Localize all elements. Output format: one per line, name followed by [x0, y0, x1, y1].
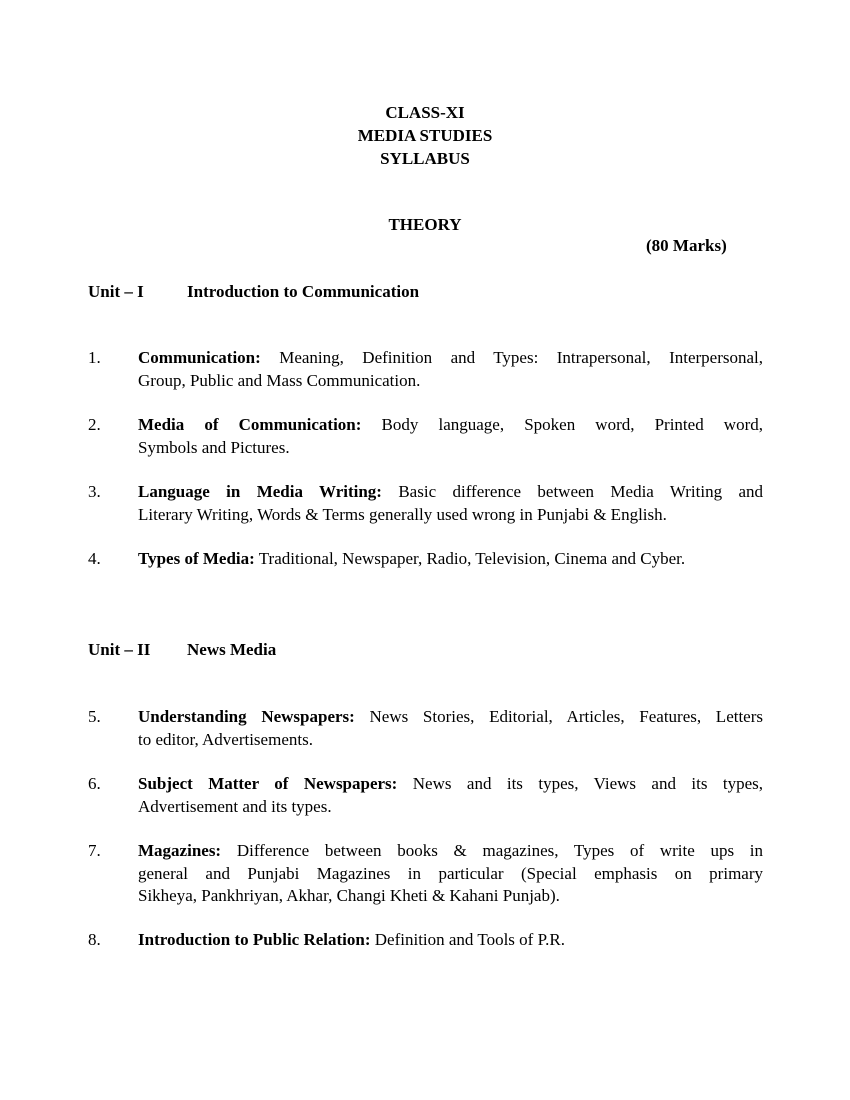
item-text [138, 548, 763, 571]
unit-number: Unit – I [88, 282, 144, 301]
item-line: Difference between books & magazines, Types of write ups in [236, 841, 764, 860]
item-line: News Stories, Editorial, Articles, Features, Letters [369, 707, 764, 726]
total-marks: (80 Marks) [646, 236, 727, 255]
item-number: 4. [88, 549, 101, 568]
item-term: Magazines: [138, 841, 222, 860]
syllabus-heading: SYLLABUS [380, 149, 470, 168]
item-number: 7. [88, 841, 101, 860]
item-number: 6. [88, 774, 101, 793]
item-term: Introduction to Public Relation: [138, 930, 371, 949]
class-heading: CLASS-XI [385, 103, 465, 122]
list-item [88, 773, 763, 818]
item-term: Media of Communication: [138, 415, 362, 434]
item-line: Advertisement and its types. [138, 796, 332, 816]
list-item [88, 706, 763, 751]
theory-heading: THEORY [388, 215, 462, 234]
list-item [88, 929, 763, 952]
item-number: 1. [88, 348, 101, 367]
item-text [138, 347, 763, 392]
item-text [138, 414, 763, 459]
item-line: Symbols and Pictures. [138, 437, 290, 457]
list-item [88, 414, 763, 459]
item-term: Understanding Newspapers: [138, 707, 355, 726]
item-term: Subject Matter of Newspapers: [138, 774, 398, 793]
unit-heading [88, 640, 276, 660]
item-line: Traditional, Newspaper, Radio, Television, Cinema and Cyber. [258, 549, 686, 568]
item-number: 3. [88, 482, 101, 501]
item-line: Literary Writing, Words & Terms generally used wrong in Punjabi & English. [138, 504, 667, 524]
item-line: Sikheya, Pankhriyan, Akhar, Changi Kheti & Kahani Punjab). [138, 886, 560, 905]
item-line: Group, Public and Mass Communication. [138, 370, 421, 390]
item-line: Meaning, Definition and Types: Intrapersonal, Interpersonal, [279, 348, 763, 367]
item-text [138, 773, 763, 818]
unit-title: Introduction to Communication [187, 282, 420, 301]
unit-heading [88, 282, 419, 302]
item-term: Communication: [138, 348, 261, 367]
item-text [138, 929, 763, 952]
item-line: general and Punjabi Magazines in particular (Special emphasis on primary [138, 863, 763, 883]
item-line: Body language, Spoken word, Printed word, [381, 415, 763, 434]
unit-number: Unit – II [88, 640, 151, 659]
unit-title: News Media [187, 640, 277, 659]
subject-heading: MEDIA STUDIES [357, 126, 493, 145]
item-term: Language in Media Writing: [138, 482, 382, 501]
item-number: 5. [88, 707, 101, 726]
item-line: News and its types, Views and its types, [412, 774, 763, 793]
item-line: Basic difference between Media Writing and [398, 482, 763, 501]
list-item [88, 481, 763, 526]
list-item [88, 548, 763, 571]
item-term: Types of Media: [138, 549, 255, 568]
item-line: Definition and Tools of P.R. [374, 930, 565, 949]
list-item [88, 347, 763, 392]
item-line: to editor, Advertisements. [138, 729, 313, 749]
item-text [138, 481, 763, 526]
item-text [138, 840, 763, 908]
item-number: 2. [88, 415, 101, 434]
item-text [138, 706, 763, 751]
list-item [88, 840, 763, 908]
item-number: 8. [88, 930, 101, 949]
